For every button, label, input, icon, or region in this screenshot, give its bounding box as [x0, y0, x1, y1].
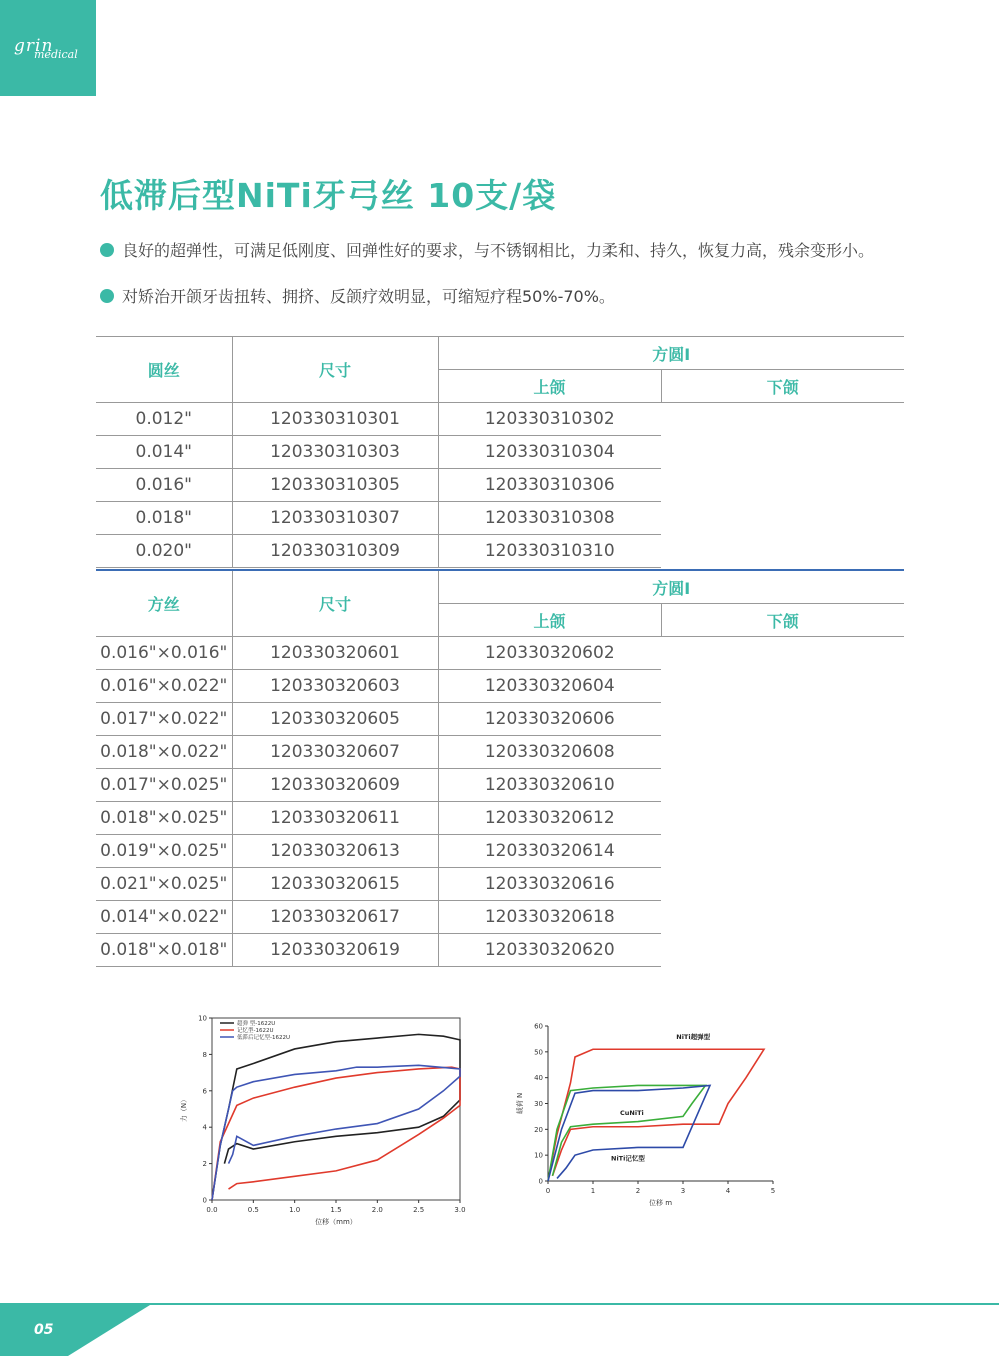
lower-code-cell: 120330320614	[438, 835, 661, 868]
upper-code-cell: 120330320611	[232, 802, 438, 835]
upper-code-cell: 120330320607	[232, 736, 438, 769]
y-tick-label: 0	[538, 1177, 543, 1186]
x-tick-label: 1.0	[289, 1206, 301, 1214]
x-axis-label: 位移 m	[648, 1199, 673, 1207]
form-header: 方圆Ⅰ	[438, 570, 904, 604]
table-row	[96, 637, 904, 670]
lower-code-cell: 120330320604	[438, 670, 661, 703]
size-cell: 0.019"×0.025"	[96, 835, 232, 868]
upper-code-cell: 120330320605	[232, 703, 438, 736]
upper-code-cell: 120330310305	[232, 469, 438, 502]
y-tick-label: 40	[534, 1074, 543, 1083]
size-cell: 0.017"×0.025"	[96, 769, 232, 802]
series-line	[548, 1085, 706, 1181]
size-cell: 0.021"×0.025"	[96, 868, 232, 901]
legend-label: 低滞后记忆型-1622U	[237, 1035, 291, 1041]
lower-code-cell: 120330320602	[438, 637, 661, 670]
size-cell: 0.014"	[96, 436, 232, 469]
x-tick-label: 2.0	[371, 1206, 383, 1214]
y-tick-label: 0	[202, 1196, 207, 1205]
upper-jaw-header: 上颌	[438, 370, 661, 403]
lower-code-cell: 120330320610	[438, 769, 661, 802]
round-rows	[96, 403, 904, 568]
table-row	[96, 934, 904, 967]
upper-code-cell: 120330320617	[232, 901, 438, 934]
upper-code-cell: 120330320613	[232, 835, 438, 868]
table-row	[96, 670, 904, 703]
size-header: 尺寸	[232, 570, 438, 637]
size-cell: 0.012"	[96, 403, 232, 436]
x-tick-label: 3	[680, 1187, 686, 1195]
legend-label: 超弹 型-1622U	[237, 1021, 276, 1027]
x-tick-label: 1.5	[330, 1206, 342, 1214]
y-tick-label: 20	[534, 1125, 543, 1134]
legend-label: 记忆型-1622U	[237, 1028, 274, 1034]
size-cell: 0.018"×0.018"	[96, 934, 232, 967]
brand-logo	[0, 0, 96, 96]
size-cell: 0.014"×0.022"	[96, 901, 232, 934]
bullet-dot-icon	[100, 289, 114, 303]
table-row	[96, 736, 904, 769]
table-row	[96, 502, 904, 535]
series-line	[548, 1049, 764, 1181]
square-rows	[96, 637, 904, 967]
x-tick-label: 2.5	[413, 1206, 425, 1214]
table-row	[96, 802, 904, 835]
table-row	[96, 535, 904, 568]
size-cell: 0.016"×0.016"	[96, 637, 232, 670]
upper-code-cell: 120330310309	[232, 535, 438, 568]
x-tick-label: 0.0	[206, 1206, 218, 1214]
y-axis-label: 力（N）	[180, 1095, 188, 1123]
bullet-text: 良好的超弹性，可满足低刚度、回弹性好的要求，与不锈钢相比，力柔和、持久，恢复力高，残余变形小。	[122, 241, 875, 260]
upper-jaw-header: 上颌	[438, 604, 661, 637]
lower-jaw-header: 下颌	[661, 604, 904, 637]
y-tick-label: 6	[202, 1087, 207, 1096]
upper-code-cell: 120330310303	[232, 436, 438, 469]
table-row	[96, 835, 904, 868]
lower-code-cell: 120330310310	[438, 535, 661, 568]
round-wire-table	[96, 336, 904, 568]
x-tick-label: 3.0	[454, 1206, 466, 1214]
upper-code-cell: 120330320615	[232, 868, 438, 901]
size-cell: 0.016"	[96, 469, 232, 502]
form-header: 方圆Ⅰ	[438, 337, 904, 370]
lower-code-cell: 120330320612	[438, 802, 661, 835]
y-tick-label: 30	[534, 1100, 543, 1108]
series-line	[548, 1085, 710, 1181]
lower-code-cell: 120330310308	[438, 502, 661, 535]
load-displacement-chart	[500, 1016, 785, 1228]
y-tick-label: 10	[534, 1151, 543, 1160]
x-tick-label: 5	[770, 1187, 776, 1195]
lower-code-cell: 120330320618	[438, 901, 661, 934]
x-tick-label: 4	[725, 1187, 731, 1195]
logo-sub-text: medical	[34, 48, 78, 61]
y-tick-label: 4	[202, 1123, 207, 1132]
series-annotation: CuNiTi	[620, 1109, 644, 1118]
table-row	[96, 403, 904, 436]
series-annotation: NiTi记忆型	[611, 1154, 645, 1163]
y-tick-label: 2	[202, 1160, 207, 1169]
lower-jaw-header: 下颌	[661, 370, 904, 403]
upper-code-cell: 120330320603	[232, 670, 438, 703]
size-cell: 0.020"	[96, 535, 232, 568]
table-row	[96, 868, 904, 901]
group-label-square: 方丝	[96, 570, 232, 637]
x-tick-label: 2	[635, 1187, 641, 1195]
bullet-text: 对矫治开颌牙齿扭转、拥挤、反颌疗效明显，可缩短疗程50%-70%。	[122, 287, 615, 306]
size-header: 尺寸	[232, 337, 438, 403]
y-tick-label: 60	[534, 1022, 543, 1031]
y-tick-label: 50	[534, 1048, 543, 1057]
upper-code-cell: 120330310301	[232, 403, 438, 436]
size-cell: 0.017"×0.022"	[96, 703, 232, 736]
series-annotation: NiTi超弹型	[676, 1032, 711, 1041]
size-cell: 0.016"×0.022"	[96, 670, 232, 703]
feature-bullet	[100, 284, 615, 307]
y-tick-label: 8	[202, 1050, 207, 1059]
square-wire-table	[96, 569, 904, 967]
y-axis-label: 载荷 N	[516, 1092, 524, 1115]
size-cell: 0.018"	[96, 502, 232, 535]
lower-code-cell: 120330320620	[438, 934, 661, 967]
x-tick-label: 0.5	[247, 1206, 259, 1214]
table-row	[96, 469, 904, 502]
lower-code-cell: 120330310304	[438, 436, 661, 469]
table-row	[96, 436, 904, 469]
bullet-dot-icon	[100, 243, 114, 257]
lower-code-cell: 120330310306	[438, 469, 661, 502]
plot-frame	[212, 1018, 460, 1200]
table-row	[96, 769, 904, 802]
upper-code-cell: 120330320609	[232, 769, 438, 802]
x-axis-label: 位移（mm）	[315, 1218, 357, 1226]
logo-main-text: grin	[14, 36, 54, 56]
x-tick-label: 0	[545, 1187, 551, 1195]
x-tick-label: 1	[590, 1187, 596, 1195]
table-row	[96, 901, 904, 934]
size-cell: 0.018"×0.022"	[96, 736, 232, 769]
page-number: 05	[34, 1322, 54, 1338]
lower-code-cell: 120330320608	[438, 736, 661, 769]
upper-code-cell: 120330320619	[232, 934, 438, 967]
table-row	[96, 703, 904, 736]
group-label-round: 圆丝	[96, 337, 232, 403]
page-title: 低滞后型NiTi牙弓丝 10支/袋	[100, 176, 557, 215]
lower-code-cell: 120330310302	[438, 403, 661, 436]
lower-code-cell: 120330320616	[438, 868, 661, 901]
force-displacement-chart	[168, 1010, 468, 1232]
upper-code-cell: 120330320601	[232, 637, 438, 670]
y-tick-label: 10	[198, 1014, 207, 1023]
feature-bullet	[100, 238, 874, 261]
footer-tab-slant	[68, 1305, 150, 1356]
upper-code-cell: 120330310307	[232, 502, 438, 535]
lower-code-cell: 120330320606	[438, 703, 661, 736]
size-cell: 0.018"×0.025"	[96, 802, 232, 835]
